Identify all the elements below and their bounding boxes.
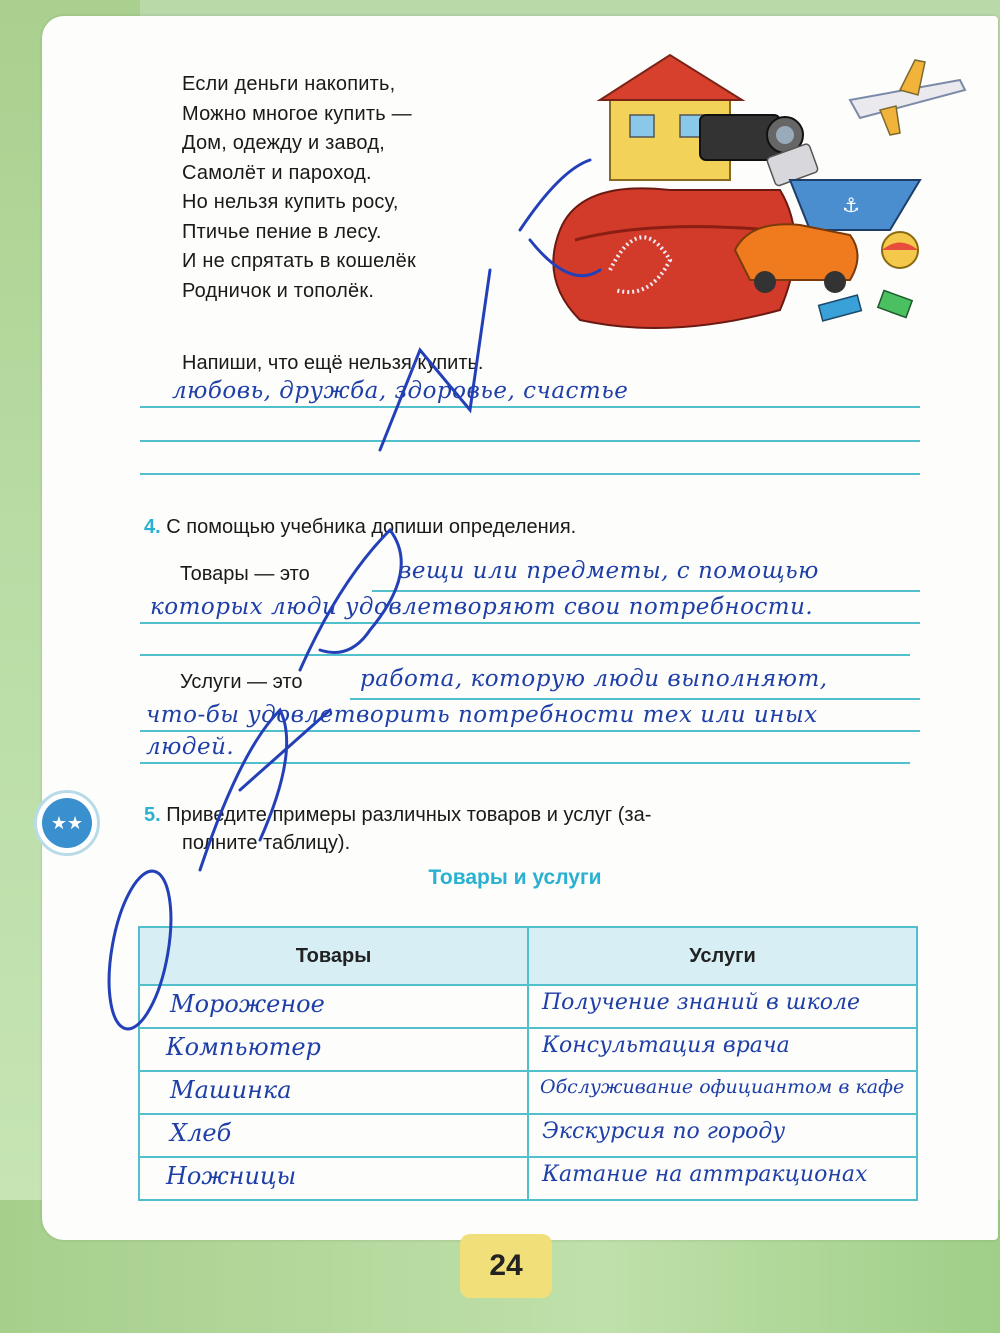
table-cell-goods: Компьютер (166, 1033, 321, 1061)
table-row-divider (140, 984, 916, 986)
task5-number: 5. (144, 804, 161, 826)
table-header-services: Услуги (529, 928, 916, 984)
table-cell-services: Получение знаний в школе (542, 990, 861, 1015)
poem-line: Птичье пение в лесу. (182, 220, 382, 243)
services-answer-line-2: что-бы удовлетворить потребности тех или иных (146, 702, 818, 728)
task5-prompt-line-2: полните таблицу). (182, 832, 351, 854)
writing-line (140, 440, 920, 442)
bag-of-goods-illustration (520, 40, 970, 340)
writing-line (372, 590, 920, 592)
writing-line (140, 406, 920, 408)
write-task-prompt: Напиши, что ещё нельзя купить. (182, 352, 484, 374)
task4-number: 4. (144, 516, 161, 538)
table-cell-goods: Мороженое (170, 990, 325, 1018)
task5-prompt-line-1: Приведите примеры различных товаров и услуг (за- (166, 804, 652, 826)
page-number: 24 (460, 1234, 552, 1298)
table-row-divider (140, 1027, 916, 1029)
poem-line: И не спрятать в кошелёк (182, 250, 416, 272)
writing-line (350, 698, 920, 700)
table-header-goods: Товары (140, 928, 527, 984)
poem (182, 70, 542, 306)
table-title: Товары и услуги (428, 866, 602, 889)
ship-icon (790, 180, 920, 230)
writing-line (140, 622, 920, 624)
svg-text:⚓: ⚓ (842, 193, 860, 217)
services-answer-line-3: людей. (146, 734, 235, 760)
poem-line: Но нельзя купить росу, (182, 191, 399, 213)
poem-line: Если деньги накопить, (182, 73, 396, 95)
task4-prompt: С помощью учебника допиши определения. (166, 516, 577, 538)
table-row-divider (140, 1113, 916, 1115)
writing-line (140, 473, 920, 475)
task4-heading (144, 516, 576, 539)
table-row-divider (140, 1070, 916, 1072)
table-cell-goods: Ножницы (166, 1162, 297, 1190)
two-stars-icon: ★★ (34, 790, 100, 856)
poem-line: Родничок и тополёк. (182, 279, 375, 302)
candy-icon (819, 290, 913, 320)
table-row-divider (140, 1156, 916, 1158)
task5-heading (144, 804, 651, 827)
airplane-icon (850, 60, 965, 135)
goods-services-table (138, 926, 918, 1201)
poem-line: Самолёт и пароход. (182, 161, 372, 184)
writing-line (140, 730, 920, 732)
table-cell-services: Обслуживание официантом в кафе (540, 1076, 905, 1098)
writing-line (140, 762, 910, 764)
table-cell-services: Катание на аттракционах (542, 1162, 868, 1187)
table-cell-goods: Машинка (170, 1076, 292, 1104)
goods-answer-line-2: которых люди удовлетворяют свои потребности. (150, 594, 814, 620)
ball-icon (882, 232, 918, 268)
table-cell-goods: Хлеб (170, 1119, 232, 1147)
services-definition-label: Услуги — это (180, 671, 303, 693)
write-task-answer: любовь, дружба, здоровье, счастье (172, 378, 629, 404)
services-answer-line-1: работа, которую люди выполняют, (360, 666, 828, 692)
goods-definition-label: Товары — это (180, 563, 310, 585)
writing-line (140, 654, 910, 656)
poem-line: Можно многое купить — (182, 102, 412, 125)
goods-answer-line-1: вещи или предметы, с помощью (398, 558, 819, 584)
table-cell-services: Экскурсия по городу (542, 1119, 786, 1144)
poem-line: Дом, одежду и завод, (182, 132, 385, 154)
table-cell-services: Консультация врача (542, 1033, 790, 1058)
table-column-divider (527, 928, 529, 1199)
